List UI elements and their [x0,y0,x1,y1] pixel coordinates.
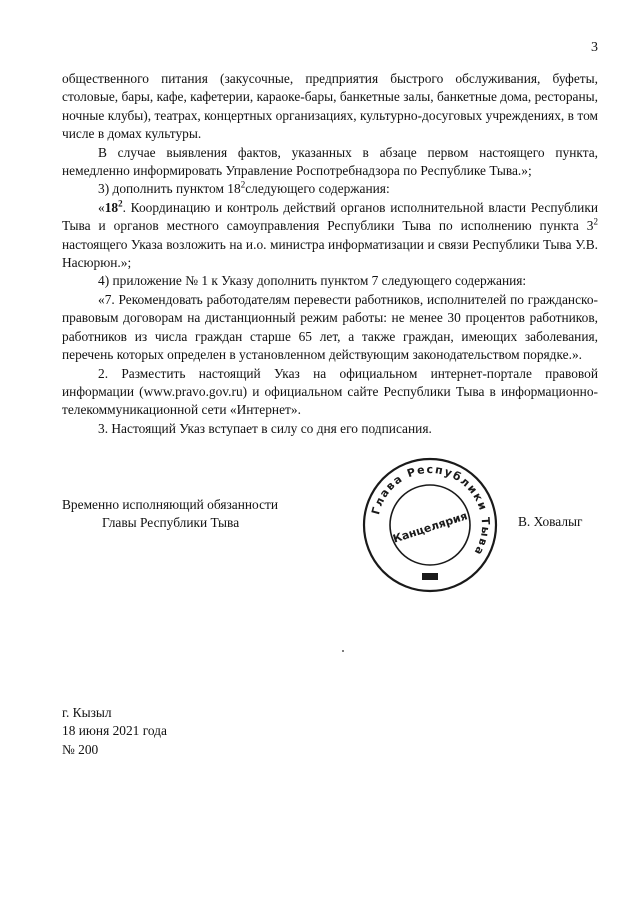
stamp-inner-text: Канцелярия [391,509,469,546]
document-footer [62,704,167,759]
paragraph-4-text-b: настоящего Указа возложить на и.о. министра информатизации и связи Республики Тыва У.В. Насюрюн.»; [62,236,598,271]
paragraph-2: В случае выявления фактов, указанных в абзаце первом настоящего пункта, немедленно информировать Управление Роспотребнадзора по Республике Тыва.»; [62,144,598,179]
paragraph-5: 4) приложение № 1 к Указу дополнить пунктом 7 следующего содержания: [98,273,527,289]
superscript: 2 [593,216,598,227]
signature-title [62,496,278,533]
paragraph-8: 3. Настоящий Указ вступает в силу со дня его подписания. [98,420,432,436]
paragraph-4 [62,199,598,273]
document-number: № 200 [62,741,99,757]
paragraph-3-prefix: 3) дополнить пунктом 18 [98,181,241,197]
document-body [62,70,598,438]
page-number: 3 [591,40,598,55]
document-date: 18 июня 2021 года [62,723,167,739]
scan-dot [342,650,344,652]
signer-name: В. Ховалыг [518,514,583,529]
stamp-emblem [422,573,438,580]
city: г. Кызыл [62,705,112,720]
signature-title-line-2: Главы Республики Тыва [102,515,240,531]
paragraph-3 [62,180,598,198]
signature-title-line-1: Временно исполняющий обязанности [62,497,279,512]
paragraph-1: общественного питания (закусочные, предприятия быстрого обслуживания, буфеты, столовые, бары, кафе, кафетерии, караоке-бары, банкетные залы, банкетные дома, рестораны, ночные клубы), театрах, концертных организациях, культурно-досуговых учреждениях, в том числе в домах культуры. [62,71,598,142]
paragraph-7: 2. Разместить настоящий Указ на официальном интернет-портале правовой информации (www.pravo.gov.ru) и официальном сайте Республики Тыва в информационно-телекоммуникационной сети «Интернет». [62,365,598,418]
paragraph-6: «7. Рекомендовать работодателям перевести работников, исполнителей по гражданско-правовым договорам на дистанционный режим работы: не менее 30 процентов работников, работников из числа граждан старше 65 лет, а также граждан, имеющих заболевания, перечень которых определен в установленном действующим законодательством порядке.». [62,291,598,363]
stamp-outer-text: Глава Республики Тыва [369,462,493,559]
clause-number: 18 [104,199,119,215]
superscript: 2 [118,198,123,209]
paragraph-3-suffix: следующего содержания: [245,181,390,197]
quote-open: « [98,199,105,215]
paragraph-4-text-a: . Координацию и контроль действий органов исполнительной власти Республики Тыва и органов местного самоуправления Республики Тыва по исполнению пункта 3 [62,199,598,234]
superscript: 2 [240,179,246,190]
official-stamp [360,455,500,595]
